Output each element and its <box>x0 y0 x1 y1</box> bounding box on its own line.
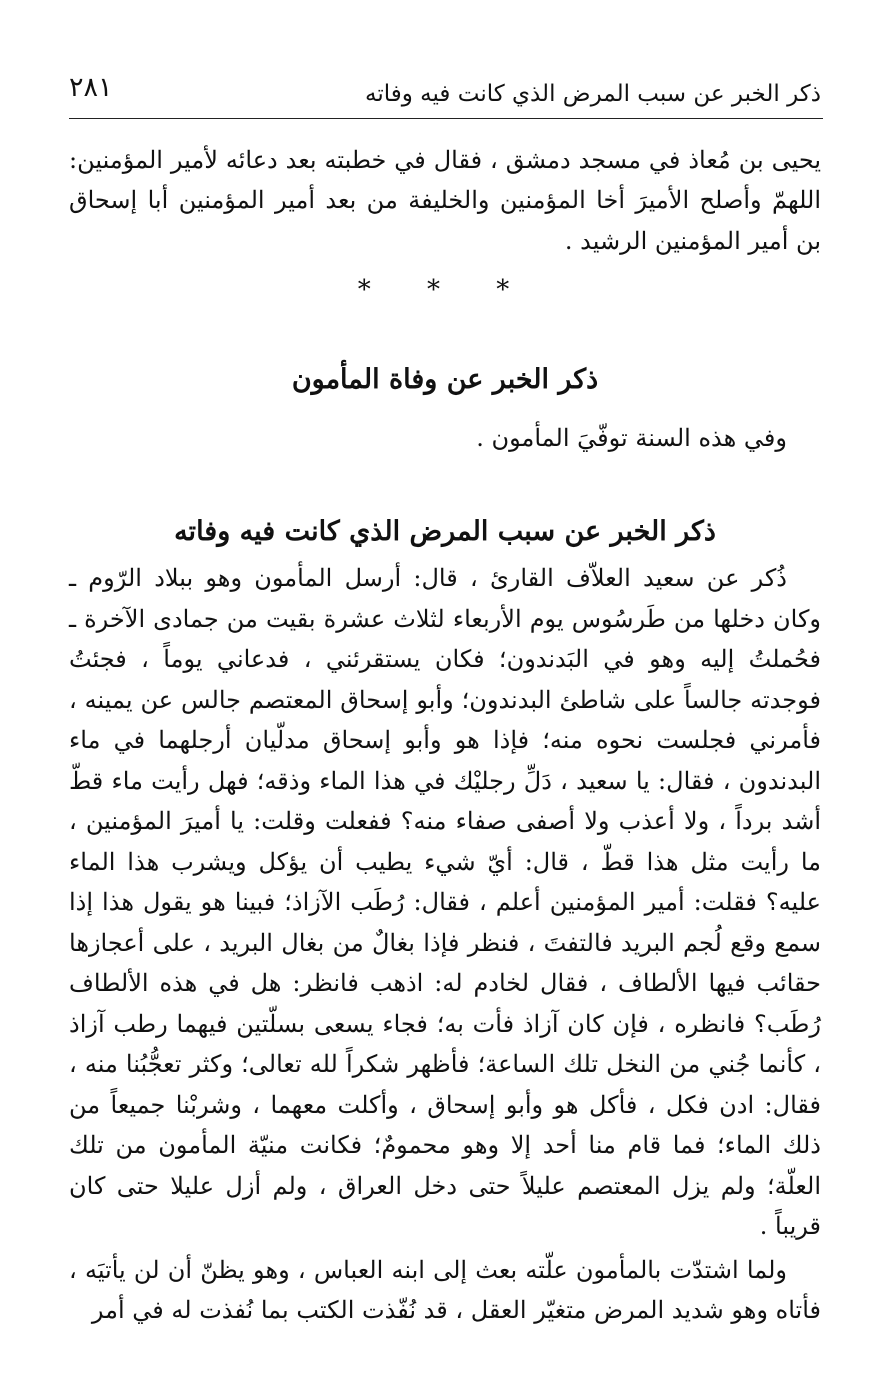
final-paragraph-block <box>69 1250 821 1330</box>
narrative-paragraph: ذُكر عن سعيد العلاّف القارئ ، قال: أرسل المأمون وهو ببلاد الرّوم ـ وكان دخلها من طَرسُوس يوم الأربعاء لثلاث عشرة بقيت من جمادى الآخرة ـ فحُملتُ إليه وهو في البَدندون؛ فكان يستقرئني ، فدعاني يوماً ، فجئتُ فوجدته جالساً على شاطئ البدندون؛ وأبو إسحاق المعتصم جالس عن يمينه ، فأمرني فجلست نحوه منه؛ فإذا هو وأبو إسحاق مدلّيان أرجلهما في ماء البدندون ، فقال: يا سعيد ، دَلِّ رجليْك في هذا الماء وذقه؛ فهل رأيت ماء قطّ أشد برداً ، ولا أعذب ولا أصفى صفاء منه؟ ففعلت وقلت: يا أميرَ المؤمنين ، ما رأيت مثل هذا قطّ ، قال: أيّ شيء يطيب أن يؤكل ويشرب هذا الماء عليه؟ فقلت: أمير المؤمنين أعلم ، فقال: رُطَب الآزاذ؛ فبينا هو يقول هذا إذا سمع وقع لُجم البريد فالتفتَ ، فنظر فإذا بغالٌ من بغال البريد ، على أعجازها حقائب فيها الألطاف ، فقال لخادم له: اذهب فانظر: هل في هذه الألطاف رُطَب؟ فانظره ، فإن كان آزاذ فأت به؛ فجاء يسعى بسلّتين فيهما رطب آزاذ ، كأنما جُني من النخل تلك الساعة؛ فأظهر شكراً لله تعالى؛ وكثر تعجُّبُنا منه ، فقال: ادن فكل ، فأكل هو وأبو إسحاق ، وأكلت معهما ، وشربْنا جميعاً من ذلك الماء؛ فما قام منا أحد إلا وهو محمومٌ؛ فكانت منيّة المأمون من تلك العلّة؛ ولم يزل المعتصم عليلاً حتى دخل العراق ، ولم أزل عليلا حتى كان قريباً . <box>69 564 821 1240</box>
running-title: ذكر الخبر عن سبب المرض الذي كانت فيه وفاته <box>365 81 821 107</box>
section-heading-death: ذكر الخبر عن وفاة المأمون <box>291 364 599 395</box>
section-heading-cause: ذكر الخبر عن سبب المرض الذي كانت فيه وفاته <box>174 516 716 547</box>
narrative-body <box>69 558 821 1247</box>
death-sentence: وفي هذه السنة توفّيَ المأمون . <box>476 424 787 452</box>
section-separator: * * * <box>357 275 534 305</box>
header-rule <box>69 118 823 119</box>
running-header <box>69 72 821 116</box>
page-number: ٢٨١ <box>69 72 113 103</box>
final-paragraph: ولما اشتدّت بالمأمون علّته بعث إلى ابنه العباس ، وهو يظنّ أن لن يأتيَه ، فأتاه وهو شديد المرض متغيّر العقل ، قد نُفّذت الكتب بما نُفذت له في أمر <box>69 1256 821 1324</box>
intro-paragraph: يحيى بن مُعاذ في مسجد دمشق ، فقال في خطبته بعد دعائه لأمير المؤمنين: اللهمّ وأصلح الأميرَ أخا المؤمنين والخليفة من بعد أمير المؤمنين أبا إسحاق بن أمير المؤمنين الرشيد . <box>69 146 821 255</box>
